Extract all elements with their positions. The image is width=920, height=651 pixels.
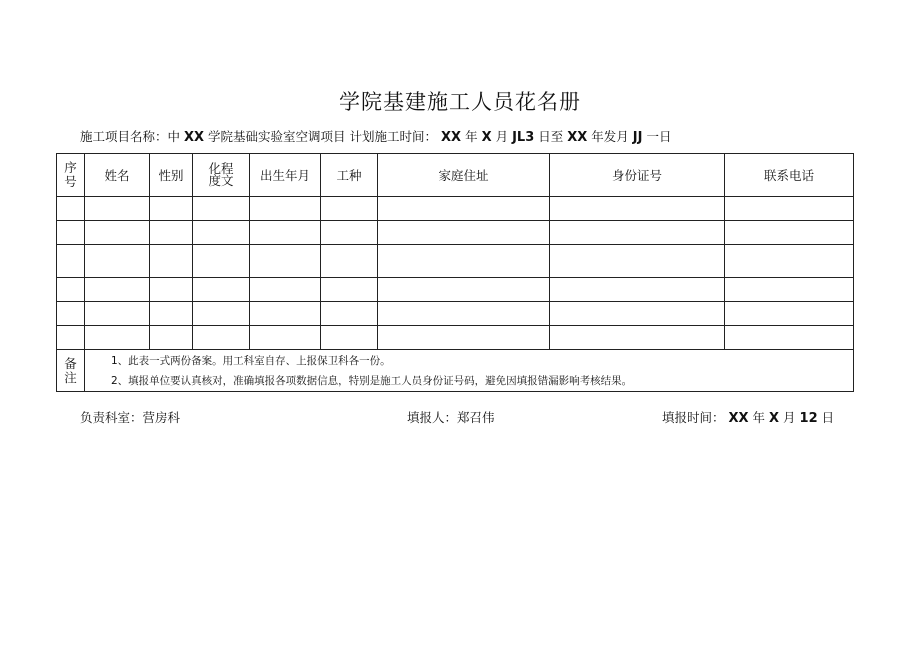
col-phone: 联系电话 <box>725 154 854 197</box>
start-year-char: 年 <box>465 129 478 144</box>
col-education: 化程度文 <box>193 154 250 197</box>
table-row <box>57 326 854 350</box>
date-label: 填报时间： <box>662 410 725 425</box>
start-year: XX <box>441 130 462 145</box>
start-month-char: 月 <box>495 129 509 144</box>
responsible-dept <box>80 408 180 426</box>
report-year: XX <box>728 411 749 426</box>
col-name: 姓名 <box>85 154 150 197</box>
project-label: 施工项目名称：中 <box>80 129 181 144</box>
end-day: JJ <box>632 130 643 145</box>
project-name: 学院基础实验室空调项目 <box>208 129 346 144</box>
table-header-row <box>57 154 854 197</box>
school-code: XX <box>184 130 205 145</box>
report-day-char: 日 <box>821 410 835 425</box>
report-date <box>662 408 834 426</box>
table-row <box>57 302 854 326</box>
dept-value: 营房科 <box>142 410 181 425</box>
start-day: JL3 <box>512 130 535 145</box>
report-day: 12 <box>799 411 818 426</box>
notes-row <box>57 350 854 392</box>
report-year-char: 年 <box>752 410 766 425</box>
col-address: 家庭住址 <box>378 154 550 197</box>
reporter-value: 郑召伟 <box>457 410 495 425</box>
end-day-char: 一日 <box>646 129 672 144</box>
dept-label: 负责科室： <box>80 410 143 425</box>
table-row <box>57 221 854 245</box>
reporter-label: 填报人： <box>407 410 458 425</box>
plan-time-label: 计划施工时间： <box>349 129 438 144</box>
report-month-char: 月 <box>783 410 796 425</box>
start-month: X <box>481 130 492 145</box>
col-id-number: 身份证号 <box>550 154 725 197</box>
report-month: X <box>769 411 780 426</box>
col-trade: 工种 <box>321 154 378 197</box>
table-row <box>57 245 854 278</box>
table-row <box>57 197 854 221</box>
project-info-line <box>80 127 671 145</box>
reporter <box>407 408 495 426</box>
notes-label: 备注 <box>57 350 85 392</box>
notes-content <box>85 350 854 392</box>
end-year-char: 年发月 <box>591 129 629 144</box>
col-gender: 性别 <box>150 154 193 197</box>
col-birth: 出生年月 <box>250 154 321 197</box>
end-year: XX <box>567 130 588 145</box>
personnel-roster-table <box>56 153 854 392</box>
note-1: 1、此表一式两份备案。用工科室自存、上报保卫科各一份。 <box>111 354 391 367</box>
table-row <box>57 278 854 302</box>
start-day-char: 日至 <box>538 129 564 144</box>
col-seq: 序号 <box>57 154 85 197</box>
note-2: 2、填报单位要认真核对，准确填报各项数据信息，特别是施工人员身份证号码，避免因填报错漏影响考核结果。 <box>111 374 633 387</box>
document-title: 学院基建施工人员花名册 <box>339 90 581 114</box>
